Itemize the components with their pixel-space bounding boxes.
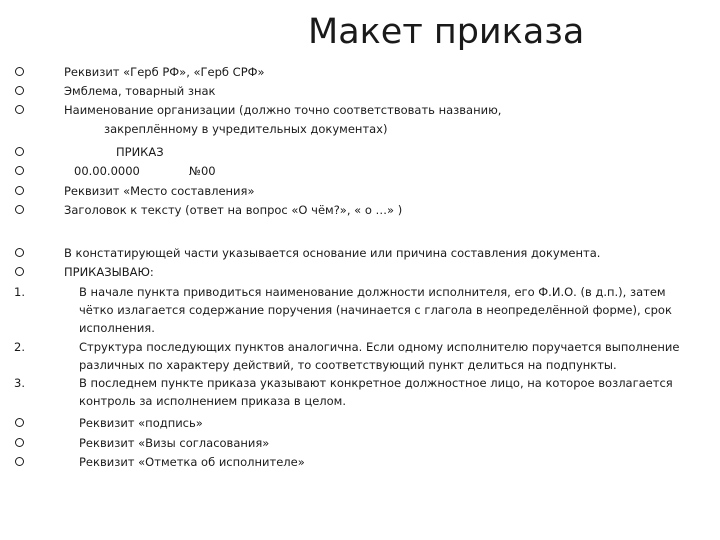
list-item: Реквизит «Визы согласования»: [79, 436, 270, 450]
list-item: Реквизит «Герб РФ», «Герб СРФ»: [64, 65, 265, 79]
list-number: 3.: [14, 376, 25, 390]
bullet-icon: [15, 267, 24, 276]
bullet-icon: [15, 248, 24, 257]
bullet-icon: [15, 457, 24, 466]
bullet-icon: [15, 186, 24, 195]
list-item-continuation: различных по характеру действий, то соответствующий пункт делиться на подпункты.: [79, 358, 617, 372]
list-item: Реквизит «Отметка об исполнителе»: [79, 455, 305, 469]
list-item: В начале пункта приводиться наименование должности исполнителя, его Ф.И.О. (в д.п.), затем: [79, 285, 666, 299]
bullet-icon: [15, 205, 24, 214]
bullet-icon: [15, 438, 24, 447]
list-item: Заголовок к тексту (ответ на вопрос «О чём?», « о …» ): [64, 203, 403, 217]
list-number: 2.: [14, 340, 25, 354]
page-title: Макет приказа: [308, 12, 585, 52]
bullet-icon: [15, 67, 24, 76]
list-number: 1.: [14, 285, 25, 299]
list-item-continuation: чётко излагается содержание поручения (начинается с глагола в неопределённой форме), срок: [79, 303, 672, 317]
list-item: ПРИКАЗЫВАЮ:: [64, 265, 154, 279]
bullet-icon: [15, 105, 24, 114]
list-item: Эмблема, товарный знак: [64, 84, 216, 98]
list-item: Наименование организации (должно точно соответствовать названию,: [64, 103, 502, 117]
list-item-continuation: контроль за исполнением приказа в целом.: [79, 394, 346, 408]
bullet-icon: [15, 166, 24, 175]
bullet-icon: [15, 147, 24, 156]
order-number: №00: [189, 164, 216, 178]
list-item: В констатирующей части указывается основание или причина составления документа.: [64, 246, 601, 260]
list-item-continuation: исполнения.: [79, 321, 155, 335]
list-item: В последнем пункте приказа указывают конкретное должностное лицо, на которое возлагается: [79, 376, 673, 390]
bullet-icon: [15, 418, 24, 427]
bullet-icon: [15, 86, 24, 95]
list-item: Реквизит «Место составления»: [64, 184, 255, 198]
list-item: Реквизит «подпись»: [79, 416, 203, 430]
list-item: ПРИКАЗ: [116, 145, 164, 159]
list-item: Структура последующих пунктов аналогична. Если одному исполнителю поручается выполнение: [79, 340, 680, 354]
order-date: 00.00.0000: [74, 164, 140, 178]
list-item-continuation: закреплённому в учредительных документах): [104, 122, 388, 136]
